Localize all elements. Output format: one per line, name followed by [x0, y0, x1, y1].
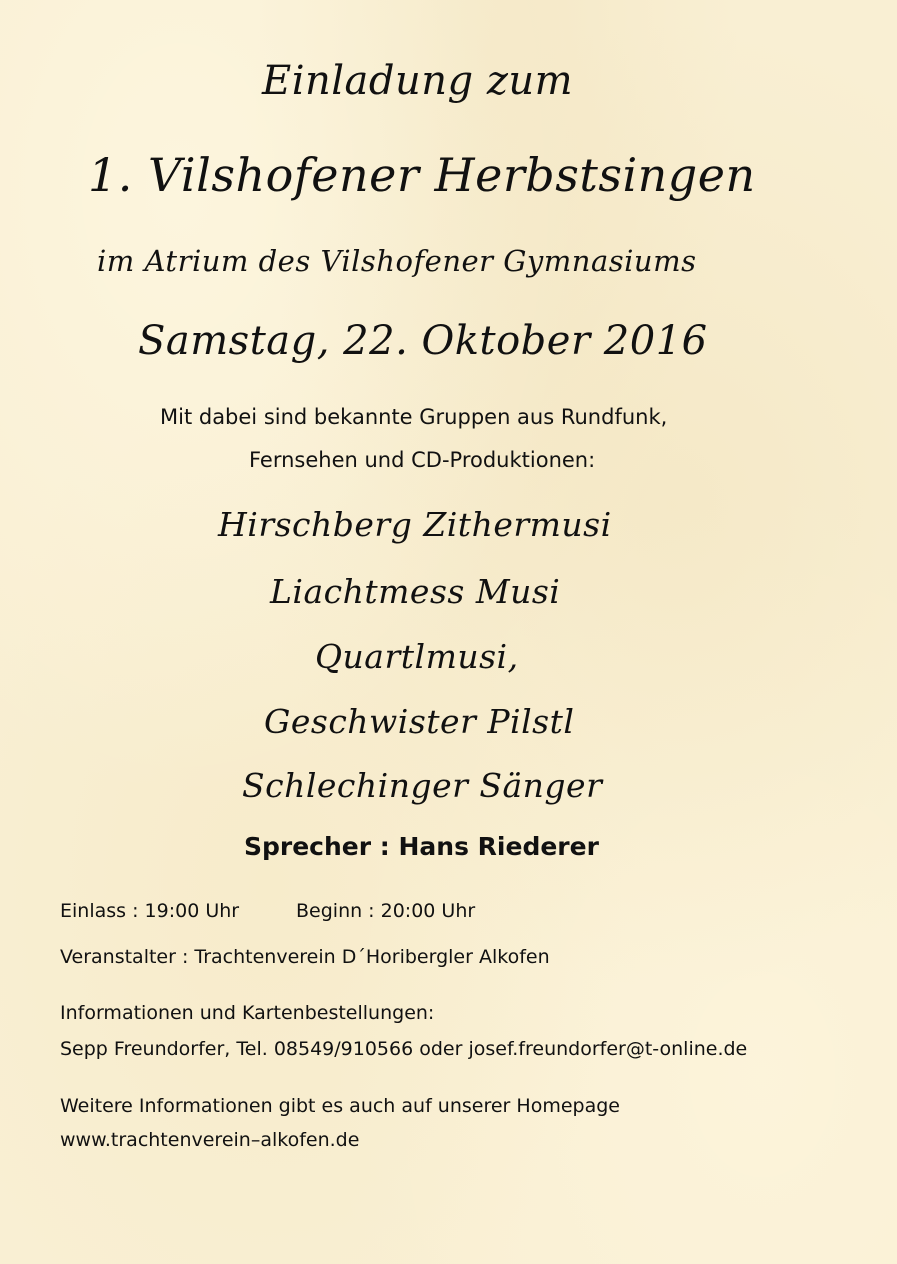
- speaker-line: Sprecher : Hans Riederer: [244, 832, 599, 861]
- tickets-heading: Informationen und Kartenbestellungen:: [60, 1002, 435, 1024]
- homepage-text: Weitere Informationen gibt es auch auf unserer Homepage: [60, 1095, 620, 1117]
- tickets-contact: Sepp Freundorfer, Tel. 08549/910566 oder josef.freundorfer@t-online.de: [60, 1038, 748, 1060]
- homepage-url: www.trachtenverein–alkofen.de: [60, 1129, 360, 1151]
- event-title: 1. Vilshofener Herbstsingen: [88, 148, 756, 202]
- invitation-heading: Einladung zum: [262, 58, 574, 104]
- performer-item: Geschwister Pilstl: [264, 702, 575, 741]
- intro-line-1: Mit dabei sind bekannte Gruppen aus Rundfunk,: [160, 405, 668, 429]
- start-time: Beginn : 20:00 Uhr: [296, 900, 476, 922]
- performer-item: Hirschberg Zithermusi: [218, 505, 612, 544]
- admission-time: Einlass : 19:00 Uhr: [60, 900, 240, 922]
- organizer: Veranstalter : Trachtenverein D´Horibergler Alkofen: [60, 946, 550, 968]
- event-venue: im Atrium des Vilshofener Gymnasiums: [97, 244, 697, 278]
- event-date: Samstag, 22. Oktober 2016: [138, 318, 708, 364]
- intro-line-2: Fernsehen und CD-Produktionen:: [249, 448, 596, 472]
- performer-item: Schlechinger Sänger: [242, 766, 603, 805]
- performer-item: Quartlmusi,: [315, 637, 519, 676]
- performer-item: Liachtmess Musi: [270, 572, 561, 611]
